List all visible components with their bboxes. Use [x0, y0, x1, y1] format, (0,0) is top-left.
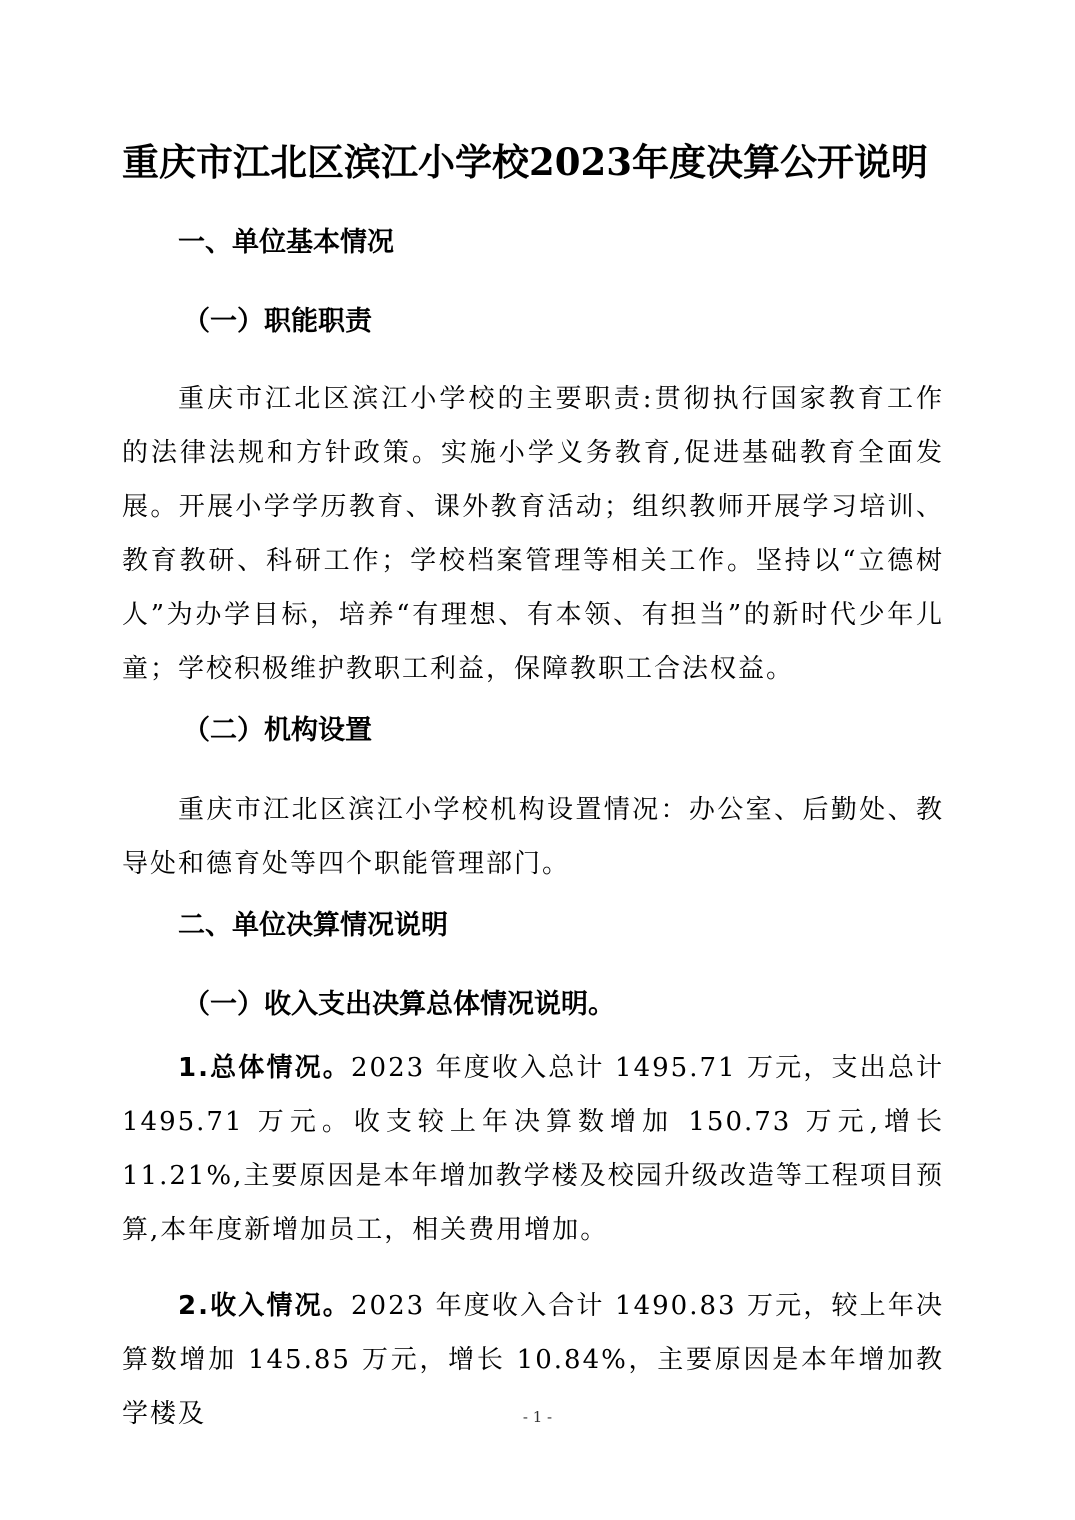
document-title: 重庆市江北区滨江小学校2023年度决算公开说明	[122, 140, 928, 184]
paragraph-overall	[122, 1041, 944, 1257]
paragraph-lead-overall: 1.总体情况。	[178, 1053, 351, 1083]
paragraph-organization: 重庆市江北区滨江小学校机构设置情况：办公室、后勤处、教导处和德育处等四个职能管理部门。	[122, 795, 944, 879]
section-heading-basic-info: 一、单位基本情况	[178, 227, 394, 258]
paragraph-lead-income: 2.收入情况。	[178, 1291, 351, 1321]
subsection-heading-overall: （一）收入支出决算总体情况说明。	[183, 989, 615, 1020]
paragraph-body-overall: 2023 年度收入总计 1495.71 万元，支出总计 1495.71 万元。收支较上年决算数增加 150.73 万元,增长 11.21%,主要原因是本年增加教学楼及校园升级改造等工程项目预算,本年度新增加员工，相关费用增加。	[122, 1053, 944, 1245]
page-number: - 1 -	[522, 1408, 553, 1426]
paragraph-functions: 重庆市江北区滨江小学校的主要职责:贯彻执行国家教育工作的法律法规和方针政策。实施小学义务教育,促进基础教育全面发展。开展小学学历教育、课外教育活动；组织教师开展学习培训、教育教研、科研工作；学校档案管理等相关工作。坚持以“立德树人”为办学目标，培养“有理想、有本领、有担当”的新时代少年儿童；学校积极维护教职工利益，保障教职工合法权益。	[122, 384, 944, 684]
subsection-heading-functions: （一）职能职责	[183, 306, 372, 337]
subsection-heading-organization: （二）机构设置	[183, 715, 372, 746]
paragraph-body-income: 2023 年度收入合计 1490.83 万元，较上年决算数增加 145.85 万元，增长 10.84%，主要原因是本年增加教学楼及	[122, 1291, 944, 1429]
section-heading-final-accounts: 二、单位决算情况说明	[178, 910, 448, 941]
